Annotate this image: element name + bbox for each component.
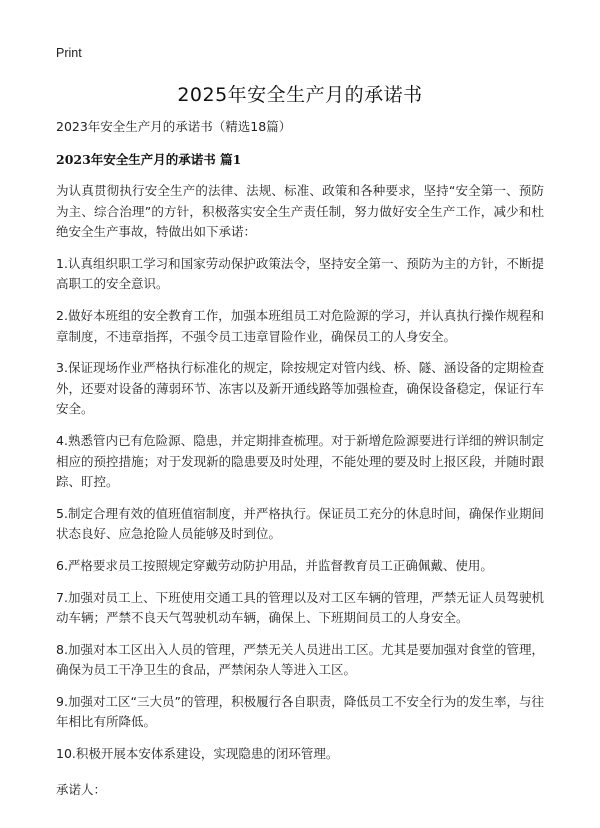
document-title: 2025年安全生产月的承诺书	[177, 84, 423, 106]
commitment-item-10: 10.积极开展本安体系建设，实现隐患的闭环管理。	[56, 746, 339, 762]
commitment-item-7: 7.加强对员工上、下班使用交通工具的管理以及对工区车辆的管理，严禁无证人员驾驶机动车辆；严禁不良天气驾驶机动车辆，确保上、下班期间员工的人身安全。	[56, 589, 544, 626]
document-body	[56, 117, 544, 800]
section-heading: 2023年安全生产月的承诺书 篇1	[56, 152, 242, 167]
commitment-item-1: 1.认真组织职工学习和国家劳动保护政策法令，坚持安全第一、预防为主的方针，不断提高职工的安全意识。	[56, 255, 544, 292]
commitment-item-2: 2.做好本班组的安全教育工作，加强本班组员工对危险源的学习，并认真执行操作规程和章制度，不违章指挥，不强令员工违章冒险作业，确保员工的人身安全。	[56, 307, 544, 344]
commitment-item-5: 5.制定合理有效的值班值宿制度，并严格执行。保证员工充分的休息时间，确保作业期间状态良好、应急抢险人员能够及时到位。	[56, 505, 544, 542]
intro-paragraph: 为认真贯彻执行安全生产的法律、法规、标准、政策和各种要求，坚持“安全第一、预防为主、综合治理”的方针，积极落实安全生产责任制，努力做好安全生产工作，减少和杜绝安全生产事故，特做出如下承诺：	[56, 183, 544, 240]
commitment-item-8: 8.加强对本工区出入人员的管理，严禁无关人员进出工区。尤其是要加强对食堂的管理，确保为员工干净卫生的食品，严禁闲杂人等进入工区。	[56, 641, 544, 678]
commitment-item-4: 4.熟悉管内已有危险源、隐患，并定期排查梳理。对于新增危险源要进行详细的辨识制定相应的预控措施；对于发现新的隐患要及时处理，不能处理的要及时上报区段，并随时跟踪、盯控。	[56, 432, 544, 490]
signer-label: 承诺人：	[56, 781, 107, 797]
commitment-item-3: 3.保证现场作业严格执行标准化的规定，除按规定对管内线、桥、隧、涵设备的定期检查外，还要对设备的薄弱环节、冻害以及新开通线路等加强检查，确保设备稳定，保证行车安全。	[56, 360, 544, 417]
commitment-item-6: 6.严格要求员工按照规定穿戴劳动防护用品，并监督教育员工正确佩戴、使用。	[56, 557, 493, 573]
document-subtitle: 2023年安全生产月的承诺书（精选18篇）	[56, 119, 292, 134]
commitment-item-9: 9.加强对工区“三大员”的管理，积极履行各自职责，降低员工不安全行为的发生率，与往年相比有所降低。	[56, 693, 544, 730]
print-link[interactable]: Print	[56, 46, 82, 60]
